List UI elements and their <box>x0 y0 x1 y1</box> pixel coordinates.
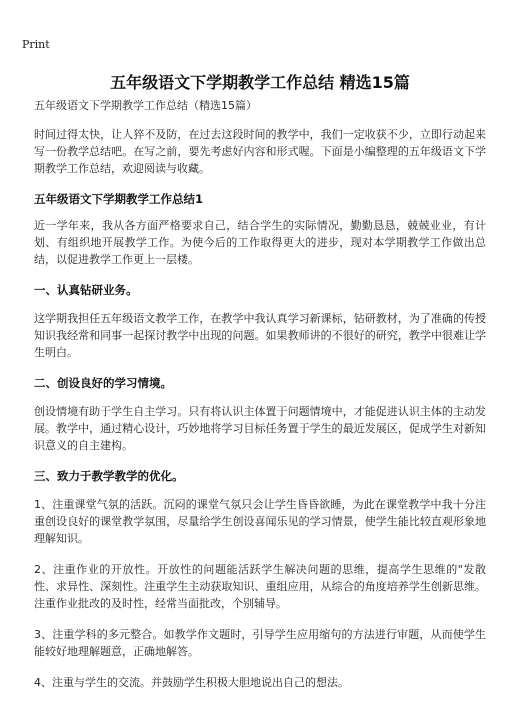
part-paragraph-2: 创设情境有助于学生自主学习。只有将认识主体置于问题情境中，才能促进认识主体的主动发展。教学中，通过精心设计，巧妙地将学习目标任务置于学生的最近发展区，促成学生对新知识意义的自主建构。 <box>34 405 486 452</box>
list-item-2: 2、注重作业的开放性。开放性的问题能活跃学生解决问题的思维，提高学生思维的"发散性、求异性、深刻性。注重学生主动获取知识、重组应用，从综合的角度培养学生创新思维。注重作业批改的及时性，经常当面批改，个别辅导。 <box>34 563 486 610</box>
part-paragraph-1: 这学期我担任五年级语文教学工作，在教学中我认真学习新课标，钻研教材，为了准确的传授知识我经常和同事一起探讨教学中出现的问题。如果教师讲的不很好的研究，教学中很难让学生明白。 <box>34 312 486 359</box>
list-item-4: 4、注重与学生的交流。并鼓励学生积极大胆地说出自己的想法。 <box>34 676 349 689</box>
section-intro-paragraph: 近一学年来，我从各方面严格要求自己，结合学生的实际情况，勤勤恳恳，兢兢业业，有计划、有组织地开展教学工作。为使今后的工作取得更大的进步，现对本学期教学工作做出总结，以促进教学工作更上一层楼。 <box>34 219 486 266</box>
part-heading-1: 一、认真钻研业务。 <box>34 283 138 297</box>
document-body <box>34 98 486 691</box>
print-label: Print <box>22 38 50 51</box>
part-heading-2: 二、创设良好的学习情境。 <box>34 376 172 390</box>
list-item-1: 1、注重课堂气氛的活跃。沉闷的课堂气氛只会让学生昏昏欲睡，为此在课堂教学中我十分注重创设良好的课堂教学氛围，尽量给学生创设喜闻乐见的学习情景，使学生能比较直观形象地理解知识。 <box>34 498 486 545</box>
document-title: 五年级语文下学期教学工作总结 精选15篇 <box>110 73 410 92</box>
list-item-3: 3、注重学科的多元整合。如教学作文题时，引导学生应用缩句的方法进行审题，从而使学生能较好地理解题意，正确地解答。 <box>34 628 486 658</box>
part-heading-3: 三、致力于教学教学的优化。 <box>34 469 184 483</box>
document-subtitle: 五年级语文下学期教学工作总结（精选15篇） <box>34 99 257 112</box>
section-heading: 五年级语文下学期教学工作总结1 <box>34 192 203 206</box>
intro-paragraph: 时间过得太快，让人猝不及防，在过去这段时间的教学中，我们一定收获不少，立即行动起来写一份教学总结吧。在写之前，要先考虑好内容和形式喔。下面是小编整理的五年级语文下学期教学工作总结，欢迎阅读与收藏。 <box>34 128 486 175</box>
